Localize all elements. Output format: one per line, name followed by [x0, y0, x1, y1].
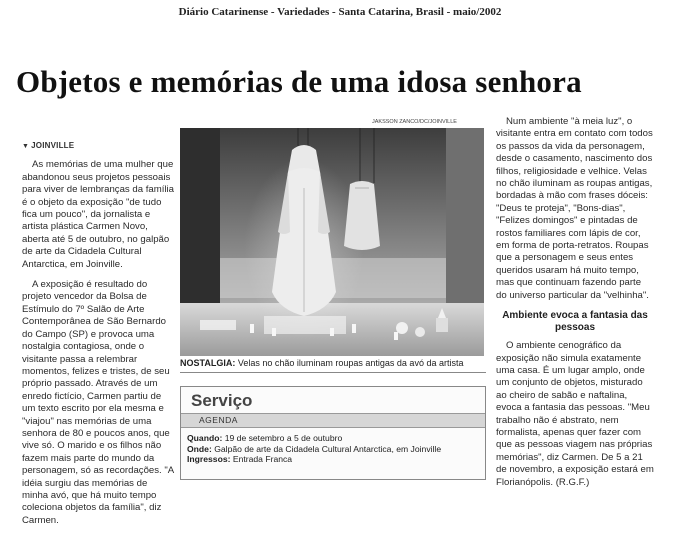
headline: Objetos e memórias de uma idosa senhora [16, 64, 582, 99]
photo-caption [180, 358, 486, 373]
triangle-marker-icon: ▼ [22, 143, 30, 150]
ingressos-value: Entrada Franca [230, 454, 293, 465]
agenda-bar [181, 413, 485, 428]
servico-title: Serviço [191, 391, 253, 410]
left-column [22, 140, 174, 535]
onde-label: Onde: [187, 443, 212, 454]
caption-lead: NOSTALGIA: [180, 358, 236, 368]
quando-value: 19 de setembro a 5 de outubro [222, 433, 343, 443]
right-column [496, 116, 654, 497]
article-paragraph-2: A exposição é resultado do projeto vencedor da Bolsa de Estímulo do 7º Salão de Arte Contemporânea de São Bernardo do Campo (SP) e provoca uma nostalgia contagiosa, onde o visitante passa a relembrar momentos, felizes e tristes, de seu próprio passado. Através de um enredo fictício, Carmen partiu de um texto escrito por ela mesma e "viajou" nas memórias de uma senhora de 80 e poucos anos, que vive só. O marido e os filhos não fazem mais parte do mundo da personagem, só as recordações. "A idéia surgiu das memórias de minha avó, que há muito tempo coleciona objetos da família", diz Carmen. [22, 279, 174, 526]
photo-illustration [180, 128, 484, 356]
masthead: Diário Catarinense - Variedades - Santa Catarina, Brasil - maio/2002 [178, 6, 502, 18]
ingressos-line [187, 454, 479, 465]
dateline-text: JOINVILLE [31, 141, 75, 150]
ingressos-label: Ingressos: [187, 454, 231, 465]
caption-text: Velas no chão iluminam roupas antigas da avó da artista [235, 358, 464, 368]
dateline [22, 140, 174, 153]
quando-line [187, 433, 479, 444]
servico-box [180, 386, 486, 480]
right-paragraph-2: O ambiente cenográfico da exposição não simula exatamente uma casa. É um lugar amplo, onde um conjunto de objetos, misturado ao cheiro de sabão e naftalina, evoca a fantasia das pessoas. "Meu trabalho não é abstrato, nem formalista, apenas quer fazer com que as pessoas viagem nas próprias memórias", diz Carmen. De 5 a 21 de novembro, a exposição estará em Florianópolis. (R.G.F.) [496, 340, 654, 488]
exhibition-photo [180, 128, 484, 356]
quando-label: Quando: [187, 433, 223, 443]
photo-credit: JAKSSON ZANCO/DC/JOINVILLE [372, 119, 457, 125]
right-paragraph-1: Num ambiente "à meia luz", o visitante entra em contato com todos os passos da vida da personagem, desde o casamento, nascimento dos filhos, religiosidade e velhice. Velas no chão iluminam as roupas antigas, bordadas à mão com frases dóceis: "Deus te proteja", "Bons-dias", "Felizes domingos" e pintadas de rostos familiares com lápis de cor, em forma de porta-retratos. Roupas que a personagem e seus entes queridos usaram há muito tempo, mas que continuam fazendo parte do universo particular da "velhinha". [496, 116, 653, 301]
servico-info [187, 433, 479, 465]
agenda-label: AGENDA [199, 415, 238, 425]
article-paragraph-1: As memórias de uma mulher que abandonou seus projetos pessoais para viver de lembranças da família é o objeto da exposição "de tudo fica um pouco", da jornalista e artista plástica Carmen Novo, aberta até 5 de outubro, no galpão de arte da Cidadela Cultural Antarctica, em Joinville. [22, 159, 174, 270]
onde-value: Galpão de arte da Cidadela Cultural Antarctica, em Joinville [211, 443, 442, 454]
onde-line [187, 444, 479, 455]
subheading: Ambiente evoca a fantasia das pessoas [502, 310, 648, 334]
